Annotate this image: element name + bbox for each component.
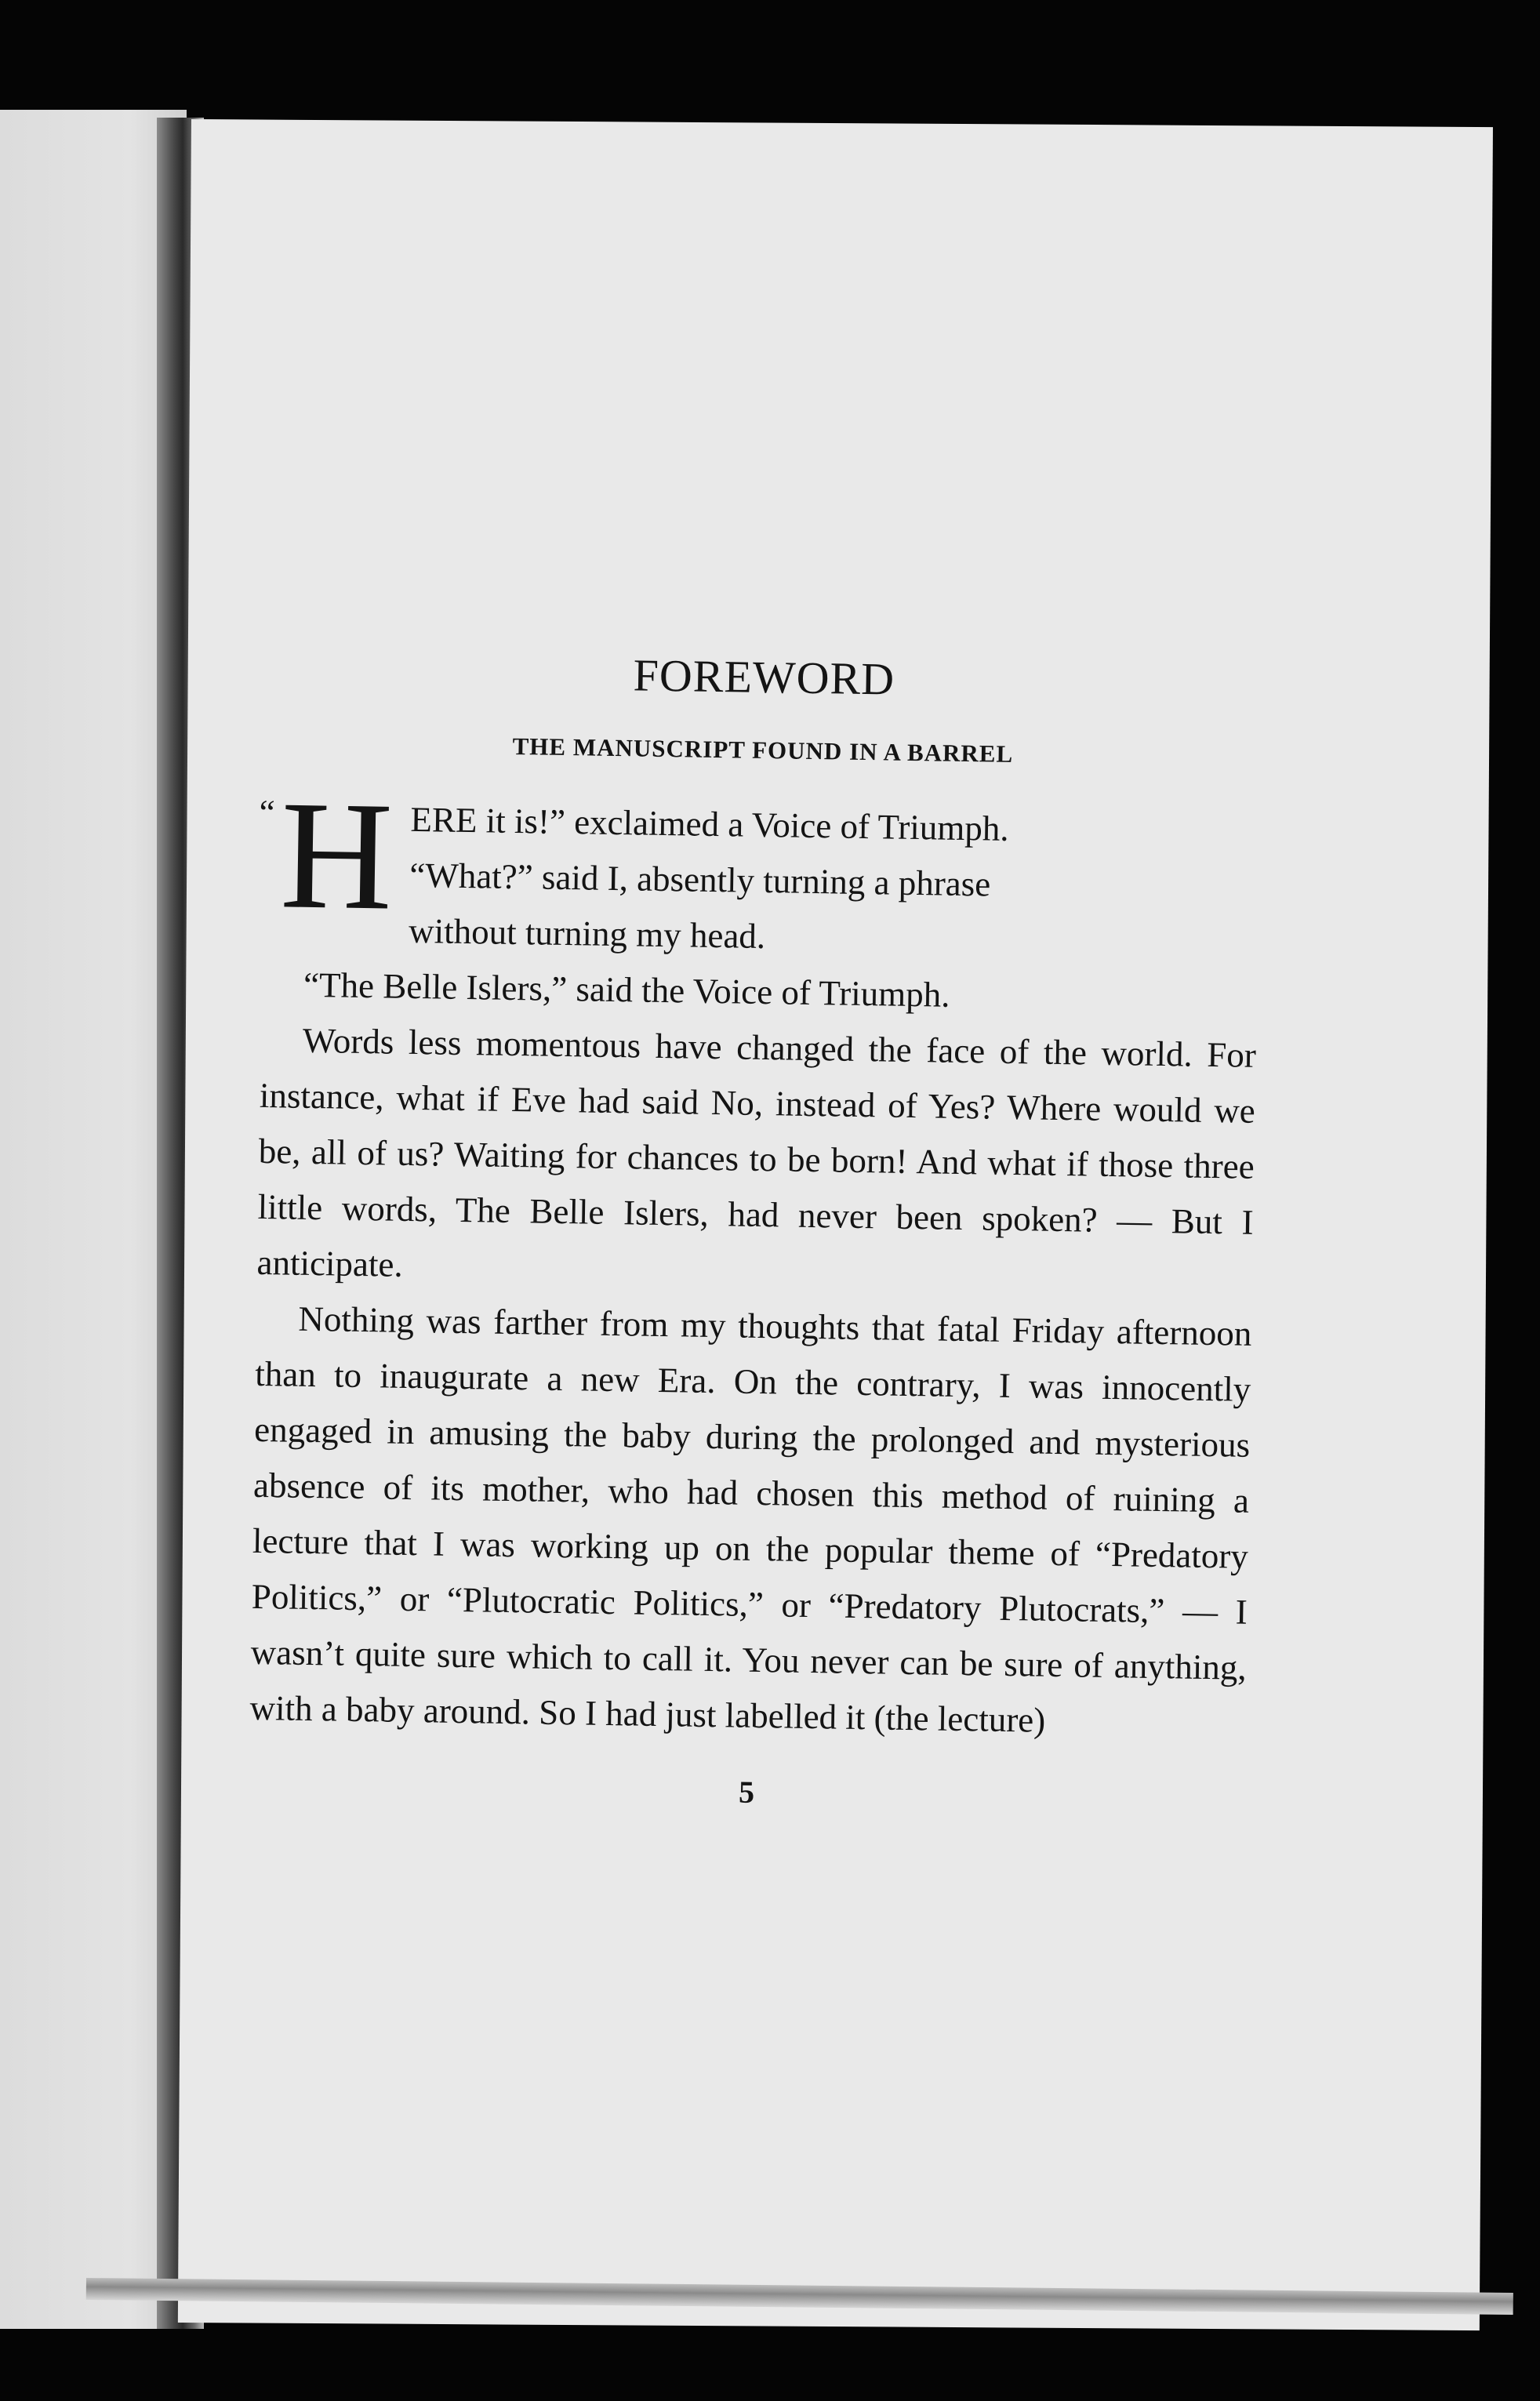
paragraph-nothing: Nothing was farther from my thoughts that fatal Friday afternoon than to inaugurate a new Era. On the contrary, I was innocently engaged in amusing the baby during the prolonged and mysterious absence of its mother, who had chosen this method of ruining a lecture that I was working up on the popular theme of “Predatory Politics,” or “Plutocratic Politics,” or “Predatory Plutocrats,” — I wasn’t quite sure which to call it. You never can be sure of anything, with a baby around. So I had just labelled it (the lecture) — [249, 1299, 1252, 1740]
paragraph-words: Words less momentous have changed the face of the world. For instance, what if Eve had said No, instead of Yes? Where would we be, all of us? Waiting for chances to be born! And what if those three little words, The Belle Islers, had never been spoken? — But I anticipate. — [256, 1020, 1257, 1284]
opening-line-1: ERE it is!” exclaimed a Voice of Triumph. — [410, 799, 1010, 848]
chapter-title: FOREWORD — [633, 649, 895, 705]
opening-line-3: without turning my head. — [408, 910, 766, 957]
chapter-subtitle: THE MANUSCRIPT FOUND IN A BARREL — [512, 732, 1014, 768]
page-content — [249, 643, 1262, 1818]
paragraph-voice: “The Belle Islers,” said the Voice of Triumph. — [303, 964, 950, 1015]
page-number: 5 — [738, 1774, 755, 1810]
opening-quote-mark: “ — [259, 792, 275, 833]
drop-cap-letter: H — [279, 768, 394, 943]
opening-line-2: “What?” said I, absently turning a phrase — [409, 855, 991, 904]
opening-paragraph — [259, 768, 1260, 972]
